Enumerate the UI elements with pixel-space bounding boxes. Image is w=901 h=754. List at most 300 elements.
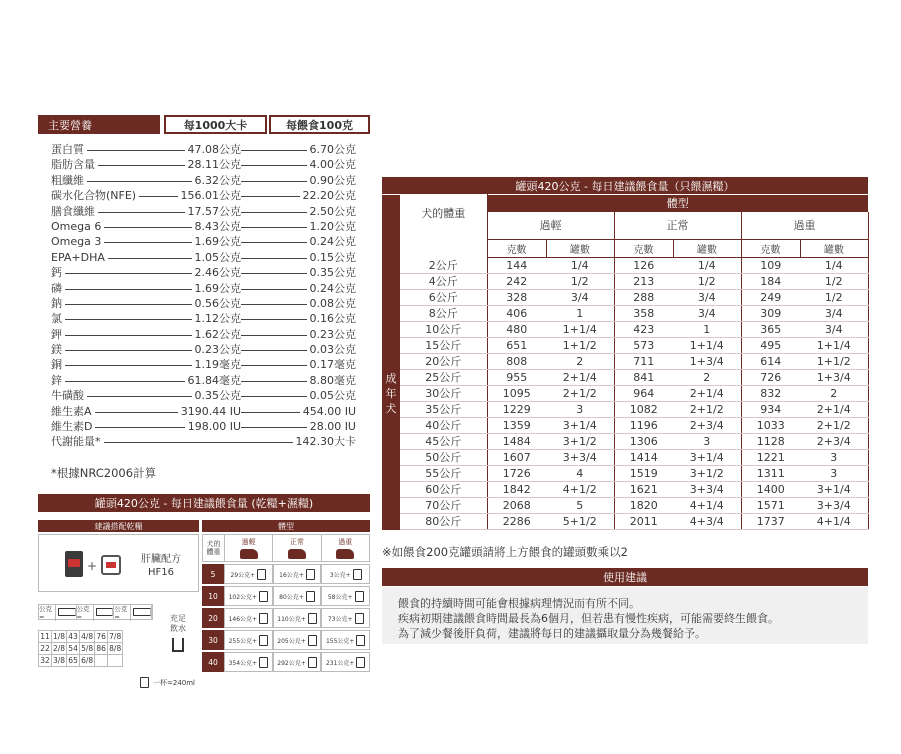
value-cell: 2+1/4 bbox=[673, 386, 741, 402]
value-cell: 3 bbox=[800, 450, 868, 466]
amount-cell: 292公克+ bbox=[273, 652, 322, 672]
weight-cell: 6公斤 bbox=[400, 290, 487, 306]
dry-wet-row bbox=[202, 608, 370, 628]
per-100g-value: 0.08公克 bbox=[307, 296, 357, 311]
cup-icon bbox=[257, 569, 266, 580]
side-spacer bbox=[382, 195, 400, 258]
per-100g-value: 1.20公克 bbox=[307, 219, 357, 234]
cup-note bbox=[140, 677, 195, 688]
nutrition-row bbox=[38, 388, 370, 403]
per-1000kcal-value: 156.01公克 bbox=[178, 188, 242, 203]
value-cell: 1/2 bbox=[800, 274, 868, 290]
weight-cell: 50公斤 bbox=[400, 450, 487, 466]
value-cell: 3/4 bbox=[800, 306, 868, 322]
value-cell: 832 bbox=[741, 386, 800, 402]
nutrient-name: 鈣 bbox=[51, 265, 65, 280]
value-cell: 5+1/2 bbox=[546, 514, 614, 530]
per-1000kcal-value: 47.08公克 bbox=[185, 142, 242, 157]
wet-table-row bbox=[382, 290, 868, 306]
value-cell: 144 bbox=[487, 258, 546, 274]
per-1000kcal-value: 198.00 IU bbox=[185, 419, 241, 434]
value-cell: 3 bbox=[800, 466, 868, 482]
value-cell: 3+3/4 bbox=[546, 450, 614, 466]
value-cell: 711 bbox=[614, 354, 673, 370]
per-100g-value: 0.15公克 bbox=[307, 250, 357, 265]
body-type-header: 體型 bbox=[202, 520, 370, 532]
value-cell: 1 bbox=[546, 306, 614, 322]
per-1000kcal-value: 8.43公克 bbox=[192, 219, 242, 234]
value-cell: 955 bbox=[487, 370, 546, 386]
value-cell: 2+1/2 bbox=[800, 418, 868, 434]
cup-icon bbox=[355, 613, 364, 624]
weight-cell: 10公斤 bbox=[400, 322, 487, 338]
grid-cell: 3/8 bbox=[53, 656, 66, 665]
amount-cell: 80公克+ bbox=[273, 586, 322, 606]
body-type-grid bbox=[202, 534, 370, 672]
nutrition-header-label: 主要營養 bbox=[38, 115, 160, 134]
grid-cell: 5/8 bbox=[81, 644, 94, 653]
dog-icon bbox=[240, 549, 258, 559]
value-cell: 2+3/4 bbox=[673, 418, 741, 434]
per-1000kcal-value: 0.35公克 bbox=[192, 388, 242, 403]
value-cell: 480 bbox=[487, 322, 546, 338]
per-100g-value: 8.80毫克 bbox=[307, 373, 357, 388]
weight-cell: 55公斤 bbox=[400, 466, 487, 482]
value-cell: 3 bbox=[546, 402, 614, 418]
value-cell: 406 bbox=[487, 306, 546, 322]
grid-cell: 32 bbox=[40, 656, 50, 665]
unit-header: 罐數 bbox=[673, 240, 741, 258]
value-cell: 1414 bbox=[614, 450, 673, 466]
cup-icon bbox=[96, 608, 114, 616]
nutrition-row bbox=[38, 157, 370, 172]
value-cell: 1229 bbox=[487, 402, 546, 418]
nutrition-row bbox=[38, 296, 370, 311]
wet-only-table-title: 罐頭420公克 - 每日建議餵食量（只餵濕糧） bbox=[382, 177, 868, 194]
weight-cell: 35公斤 bbox=[400, 402, 487, 418]
wet-table-row bbox=[382, 434, 868, 450]
per-100g-value: 0.35公克 bbox=[307, 265, 357, 280]
nutrition-rows bbox=[38, 142, 370, 450]
value-cell: 1/2 bbox=[673, 274, 741, 290]
value-cell: 841 bbox=[614, 370, 673, 386]
nutrition-row bbox=[38, 173, 370, 188]
col-heavy: 過重 bbox=[322, 535, 369, 561]
value-cell: 3+1/2 bbox=[673, 466, 741, 482]
wet-table-row bbox=[382, 402, 868, 418]
weight-cell: 40公斤 bbox=[400, 418, 487, 434]
value-cell: 5 bbox=[546, 498, 614, 514]
per-1000kcal-value: 1.69公克 bbox=[192, 281, 242, 296]
wet-table-row bbox=[382, 274, 868, 290]
product-box bbox=[38, 534, 199, 592]
body-type-group: 過重 bbox=[741, 212, 868, 240]
value-cell: 242 bbox=[487, 274, 546, 290]
value-cell: 3+1/2 bbox=[546, 434, 614, 450]
value-cell: 423 bbox=[614, 322, 673, 338]
nutrition-row bbox=[38, 434, 370, 449]
value-cell: 2 bbox=[800, 386, 868, 402]
dog-weight: 40 bbox=[202, 652, 224, 672]
wet-table-row bbox=[382, 370, 868, 386]
value-cell: 1359 bbox=[487, 418, 546, 434]
amount-cell: 155公克+ bbox=[321, 630, 370, 650]
advice-line: 疾病初期建議餵食時間最長為6個月，但若患有慢性疾病，可能需要終生餵食。 bbox=[398, 612, 779, 625]
nutrient-name: 鉀 bbox=[51, 327, 65, 342]
value-cell: 126 bbox=[614, 258, 673, 274]
value-cell: 1519 bbox=[614, 466, 673, 482]
wet-only-table bbox=[382, 177, 868, 530]
value-cell: 1+1/4 bbox=[800, 338, 868, 354]
value-cell: 964 bbox=[614, 386, 673, 402]
wet-table-row bbox=[382, 514, 868, 530]
value-cell: 1128 bbox=[741, 434, 800, 450]
col-normal: 正常 bbox=[273, 535, 321, 561]
value-cell: 288 bbox=[614, 290, 673, 306]
body-type-header: 體型 bbox=[487, 195, 868, 212]
value-cell: 109 bbox=[741, 258, 800, 274]
dog-weight: 10 bbox=[202, 586, 224, 606]
per-100g-value: 22.20公克 bbox=[300, 188, 357, 203]
dog-weight-header: 犬的 體重 bbox=[203, 535, 225, 561]
value-cell: 1+1/2 bbox=[546, 338, 614, 354]
amount-cell: 102公克+ bbox=[224, 586, 273, 606]
value-cell: 1607 bbox=[487, 450, 546, 466]
per-100g-value: 142.30大卡 bbox=[293, 434, 357, 449]
nutrition-row bbox=[38, 419, 370, 434]
value-cell: 1/4 bbox=[546, 258, 614, 274]
value-cell: 1726 bbox=[487, 466, 546, 482]
value-cell: 213 bbox=[614, 274, 673, 290]
amount-cell: 110公克+ bbox=[273, 608, 322, 628]
unit-header: 克數 bbox=[487, 240, 546, 258]
value-cell: 1820 bbox=[614, 498, 673, 514]
dog-weight: 20 bbox=[202, 608, 224, 628]
value-cell: 3+1/4 bbox=[673, 450, 741, 466]
value-cell: 1+1/4 bbox=[673, 338, 741, 354]
value-cell: 365 bbox=[741, 322, 800, 338]
value-cell: 726 bbox=[741, 370, 800, 386]
unit-header: 罐數 bbox=[800, 240, 868, 258]
grid-cell bbox=[108, 655, 123, 667]
dry-wet-section-title: 罐頭420公克 - 每日建議餵食量 (乾糧+濕糧) bbox=[38, 494, 370, 512]
advice-title: 使用建議 bbox=[382, 568, 868, 586]
dog-icon bbox=[336, 549, 354, 559]
value-cell: 2 bbox=[673, 370, 741, 386]
advice-line: 為了減少餐後肝負荷，建議將每日的建議攝取量分為幾餐給予。 bbox=[398, 627, 706, 640]
weight-cell: 45公斤 bbox=[400, 434, 487, 450]
nutrient-name: 脂肪含量 bbox=[51, 157, 98, 172]
value-cell: 2+1/4 bbox=[800, 402, 868, 418]
amount-cell: 146公克+ bbox=[224, 608, 273, 628]
nutrition-row bbox=[38, 342, 370, 357]
value-cell: 1033 bbox=[741, 418, 800, 434]
grid-row bbox=[39, 655, 123, 667]
per-1000kcal-value: 1.05公克 bbox=[192, 250, 242, 265]
per-1000kcal-value: 6.32公克 bbox=[192, 173, 242, 188]
value-cell: 3+3/4 bbox=[800, 498, 868, 514]
recommended-dry-food-header: 建議搭配乾糧 bbox=[38, 520, 199, 532]
wet-table-row bbox=[382, 450, 868, 466]
per-1000kcal-value: 2.46公克 bbox=[192, 265, 242, 280]
cup-note-text: 一杯=240ml bbox=[153, 678, 195, 687]
nutrient-name: 鈉 bbox=[51, 296, 65, 311]
value-cell: 1621 bbox=[614, 482, 673, 498]
value-cell: 3+3/4 bbox=[673, 482, 741, 498]
nutrition-row bbox=[38, 373, 370, 388]
dog-weight: 30 bbox=[202, 630, 224, 650]
cup-icon bbox=[140, 677, 149, 688]
value-cell: 4+1/4 bbox=[800, 514, 868, 530]
value-cell: 614 bbox=[741, 354, 800, 370]
value-cell: 1+1/2 bbox=[800, 354, 868, 370]
wet-table-row bbox=[382, 498, 868, 514]
per-1000kcal-value: 0.56公克 bbox=[192, 296, 242, 311]
dry-wet-row bbox=[202, 652, 370, 672]
per-100g-value: 0.03公克 bbox=[307, 342, 357, 357]
per-1000kcal-value: 1.69公克 bbox=[192, 234, 242, 249]
per-1000kcal-value: 61.84毫克 bbox=[185, 373, 242, 388]
per-100g-value: 0.24公克 bbox=[307, 281, 357, 296]
per-100g-value: 0.17毫克 bbox=[307, 357, 357, 372]
dog-weight: 5 bbox=[202, 564, 224, 584]
per-1000kcal-value: 0.23公克 bbox=[192, 342, 242, 357]
nutrient-name: Omega 3 bbox=[51, 234, 104, 249]
amount-cell: 58公克+ bbox=[321, 586, 370, 606]
cup-icon bbox=[353, 569, 362, 580]
nutrition-row bbox=[38, 311, 370, 326]
advice-box bbox=[382, 587, 868, 644]
value-cell: 4+1/4 bbox=[673, 498, 741, 514]
nutrition-row bbox=[38, 142, 370, 157]
nutrient-name: 維生素D bbox=[51, 419, 95, 434]
per-100g-value: 454.00 IU bbox=[300, 404, 356, 419]
canned-note: ※如餵食200克罐頭請將上方餵食的罐頭數乘以2 bbox=[382, 545, 628, 559]
unit-header: 克數 bbox=[741, 240, 800, 258]
nutrient-name: 銅 bbox=[51, 357, 65, 372]
value-cell: 2+1/2 bbox=[546, 386, 614, 402]
value-cell: 1/2 bbox=[800, 290, 868, 306]
weight-cell: 2公斤 bbox=[400, 258, 487, 274]
amount-cell: 231公克+ bbox=[321, 652, 370, 672]
amount-cell: 3公克+ bbox=[321, 564, 370, 584]
amount-cell: 73公克+ bbox=[321, 608, 370, 628]
value-cell: 3/4 bbox=[673, 306, 741, 322]
per-100g-value: 0.16公克 bbox=[307, 311, 357, 326]
nutrition-row bbox=[38, 188, 370, 203]
body-type-group: 正常 bbox=[614, 212, 741, 240]
cup-icon bbox=[259, 657, 268, 668]
grid-cell: 43 bbox=[68, 632, 78, 641]
dry-wet-row bbox=[202, 564, 370, 584]
nutrient-name: 粗纖維 bbox=[51, 173, 87, 188]
value-cell: 309 bbox=[741, 306, 800, 322]
per-1000kcal-header: 每1000大卡 bbox=[164, 115, 267, 134]
value-cell: 1082 bbox=[614, 402, 673, 418]
amount-cell: 29公克+ bbox=[224, 564, 273, 584]
grid-row bbox=[39, 631, 123, 643]
value-cell: 1/4 bbox=[673, 258, 741, 274]
advice-line: 餵食的持續時間可能會根據病理情況而有所不同。 bbox=[398, 597, 640, 610]
per-100g-value: 0.90公克 bbox=[307, 173, 357, 188]
per-100g-value: 0.05公克 bbox=[307, 388, 357, 403]
dog-icon bbox=[288, 549, 306, 559]
nutrient-name: Omega 6 bbox=[51, 219, 104, 234]
value-cell: 4+3/4 bbox=[673, 514, 741, 530]
value-cell: 1306 bbox=[614, 434, 673, 450]
weight-cell: 25公斤 bbox=[400, 370, 487, 386]
value-cell: 1+1/4 bbox=[546, 322, 614, 338]
cup-icon bbox=[58, 608, 76, 616]
nutrient-name: 磷 bbox=[51, 281, 65, 296]
nutrition-table bbox=[38, 115, 370, 450]
unit-header: 罐數 bbox=[546, 240, 614, 258]
wet-food-can-icon bbox=[101, 555, 121, 575]
grid-row bbox=[39, 643, 123, 655]
value-cell: 651 bbox=[487, 338, 546, 354]
grid-cell: 8/8 bbox=[109, 644, 122, 653]
nutrition-row bbox=[38, 265, 370, 280]
value-cell: 3+1/4 bbox=[800, 482, 868, 498]
value-cell: 3 bbox=[673, 434, 741, 450]
value-cell: 1+3/4 bbox=[800, 370, 868, 386]
grid-header: 公克 = bbox=[39, 605, 77, 619]
product-name: 肝臟配方 HF16 bbox=[141, 554, 181, 578]
cup-icon bbox=[308, 613, 317, 624]
per-100g-value: 6.70公克 bbox=[307, 142, 357, 157]
weight-cell: 15公斤 bbox=[400, 338, 487, 354]
value-cell: 1196 bbox=[614, 418, 673, 434]
wet-table-row bbox=[382, 354, 868, 370]
value-cell: 2+1/4 bbox=[546, 370, 614, 386]
value-cell: 3/4 bbox=[800, 322, 868, 338]
value-cell: 1221 bbox=[741, 450, 800, 466]
nutrient-name: EPA+DHA bbox=[51, 250, 108, 265]
value-cell: 1842 bbox=[487, 482, 546, 498]
grid-cell: 54 bbox=[68, 644, 78, 653]
value-cell: 358 bbox=[614, 306, 673, 322]
nutrient-name: 氯 bbox=[51, 311, 65, 326]
nutrient-name: 代謝能量* bbox=[51, 434, 104, 449]
adult-dog-label: 成 年 犬 bbox=[382, 258, 400, 530]
value-cell: 1737 bbox=[741, 514, 800, 530]
value-cell: 808 bbox=[487, 354, 546, 370]
unit-header: 克數 bbox=[614, 240, 673, 258]
grid-cell: 7/8 bbox=[109, 632, 122, 641]
value-cell: 1095 bbox=[487, 386, 546, 402]
weight-cell: 20公斤 bbox=[400, 354, 487, 370]
value-cell: 573 bbox=[614, 338, 673, 354]
cup-icon bbox=[259, 591, 268, 602]
nutrition-row bbox=[38, 219, 370, 234]
value-cell: 1484 bbox=[487, 434, 546, 450]
wet-table-row bbox=[382, 418, 868, 434]
cup-icon bbox=[306, 569, 315, 580]
wet-table-row bbox=[382, 482, 868, 498]
per-1000kcal-value: 17.57公克 bbox=[185, 204, 242, 219]
grid-cell: 4/8 bbox=[81, 632, 94, 641]
per-100g-header: 每餵食100克 bbox=[269, 115, 370, 134]
cup-icon bbox=[308, 635, 317, 646]
weight-cell: 30公斤 bbox=[400, 386, 487, 402]
dry-wet-row bbox=[202, 630, 370, 650]
nrc-footnote: *根據NRC2006計算 bbox=[51, 466, 157, 480]
value-cell: 328 bbox=[487, 290, 546, 306]
value-cell: 1571 bbox=[741, 498, 800, 514]
value-cell: 1/4 bbox=[800, 258, 868, 274]
per-100g-value: 2.50公克 bbox=[307, 204, 357, 219]
value-cell: 4 bbox=[546, 466, 614, 482]
value-cell: 1 bbox=[673, 322, 741, 338]
nutrition-row bbox=[38, 250, 370, 265]
nutrition-row bbox=[38, 357, 370, 372]
value-cell: 2 bbox=[546, 354, 614, 370]
per-1000kcal-value: 1.12公克 bbox=[192, 311, 242, 326]
grid-cell: 76 bbox=[96, 632, 106, 641]
water-note bbox=[158, 614, 198, 652]
plus-icon: + bbox=[87, 559, 98, 573]
water-glass-icon bbox=[172, 638, 184, 652]
value-cell: 3/4 bbox=[546, 290, 614, 306]
nutrient-name: 維生素A bbox=[51, 404, 95, 419]
value-cell: 1/2 bbox=[546, 274, 614, 290]
weight-cell: 8公斤 bbox=[400, 306, 487, 322]
value-cell: 2+1/2 bbox=[673, 402, 741, 418]
weight-cell: 80公斤 bbox=[400, 514, 487, 530]
cup-icon bbox=[355, 591, 364, 602]
nutrient-name: 蛋白質 bbox=[51, 142, 87, 157]
amount-cell: 16公克+ bbox=[273, 564, 322, 584]
per-1000kcal-value: 1.19毫克 bbox=[192, 357, 242, 372]
dog-weight-header: 犬的體重 bbox=[400, 195, 487, 258]
wet-table-row bbox=[382, 306, 868, 322]
grid-cell: 11 bbox=[40, 632, 50, 641]
cup-icon bbox=[306, 591, 315, 602]
per-100g-value: 28.00 IU bbox=[307, 419, 356, 434]
nutrition-header bbox=[38, 115, 370, 134]
nutrition-row bbox=[38, 327, 370, 342]
weight-cell: 70公斤 bbox=[400, 498, 487, 514]
nutrition-row bbox=[38, 234, 370, 249]
dry-food-bag-icon bbox=[65, 551, 83, 577]
value-cell: 3/4 bbox=[673, 290, 741, 306]
value-cell: 2+3/4 bbox=[800, 434, 868, 450]
cup-icon bbox=[259, 613, 268, 624]
cup-icon bbox=[356, 635, 365, 646]
amount-cell: 354公克+ bbox=[224, 652, 273, 672]
body-type-group: 過輕 bbox=[487, 212, 614, 240]
grid-cell: 65 bbox=[68, 656, 78, 665]
wet-table-row bbox=[382, 258, 868, 274]
wet-table-row bbox=[382, 338, 868, 354]
grid-cell bbox=[95, 655, 108, 667]
nutrition-row bbox=[38, 281, 370, 296]
value-cell: 1400 bbox=[741, 482, 800, 498]
cup-icon bbox=[133, 608, 151, 616]
value-cell: 249 bbox=[741, 290, 800, 306]
value-cell: 2011 bbox=[614, 514, 673, 530]
amount-cell: 255公克+ bbox=[224, 630, 273, 650]
per-1000kcal-value: 1.62公克 bbox=[192, 327, 242, 342]
value-cell: 1311 bbox=[741, 466, 800, 482]
grid-cell: 86 bbox=[96, 644, 106, 653]
water-label: 充足 飲水 bbox=[170, 614, 186, 633]
value-cell: 2286 bbox=[487, 514, 546, 530]
grid-header: 公克 = bbox=[114, 605, 152, 619]
value-cell: 3+1/4 bbox=[546, 418, 614, 434]
value-cell: 184 bbox=[741, 274, 800, 290]
nutrient-name: 膳食纖維 bbox=[51, 204, 98, 219]
